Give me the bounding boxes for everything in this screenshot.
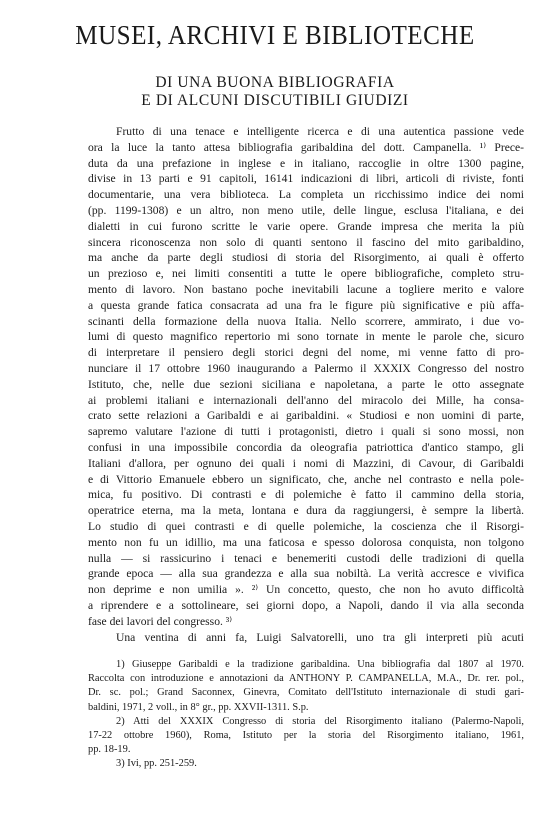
body-line: Frutto di una tenace e intelligente ricerca e di una autentica passione vede bbox=[116, 125, 524, 138]
body-line: di interpretare il pensiero degli storici degni del nome, mi venne fatto di pro- bbox=[88, 346, 524, 360]
body-line: e di Vittorio Emanuele ebbero un significato, che, anche nel contrasto e nella pole- bbox=[88, 472, 524, 486]
body-line: lumi di questo magnifico repertorio mi sono tornate in mente le parole che, sicuro bbox=[88, 330, 524, 344]
footnote-line: 17-22 ottobre 1960), Roma, Istituto per la storia del Risorgimento italiano, 1961, bbox=[88, 729, 524, 741]
body-line: grande epoca — alla sua grandezza e alla sua nobiltà. La verità accresce e vivifica bbox=[88, 567, 524, 581]
body-line: ma anche da parte degli studiosi di storia del Risorgimento, ai quali è offerto bbox=[88, 251, 524, 265]
body-line: operatrice eterna, ma la meta, lontana e dura da raggiungersi, è sempre la libertà. bbox=[88, 504, 524, 518]
footnote-line: 1) Giuseppe Garibaldi e la tradizione garibaldina. Una bibliografia dal 1807 al 1970. bbox=[116, 659, 524, 670]
body-line: non deprime e non umilia ». ²⁾ Un concetto, questo, che non ho avuto difficoltà bbox=[88, 583, 524, 597]
body-line: un prezioso e, nei limiti consentiti a tutte le opere bibliografiche, completo stru- bbox=[88, 267, 524, 281]
body-line: Lo studio di quei contrasti e di quelle polemiche, la coscienza che il Risorgi- bbox=[88, 519, 524, 533]
body-line: ora la luce la tanto attesa bibliografia garibaldina del dott. Campanella. ¹⁾ Prece- bbox=[88, 140, 524, 154]
footnote-line: pp. 18-19. bbox=[88, 744, 131, 756]
body-line: sincera riconoscenza non solo di quanti sentono il fascino del mito garibaldino, bbox=[88, 235, 524, 249]
body-line: nulla — si rassicurino i tenaci e benemeriti custodi delle tradizioni di quella bbox=[88, 551, 524, 565]
body-line: mento non fu un idillio, ma una faticosa e spesso dolorosa conquista, non tolgono bbox=[88, 535, 524, 549]
body-line: crato sette relazioni a Garibaldi e ai garibaldini. « Studiosi e non uomini di parte, bbox=[88, 409, 524, 423]
body-line: divise in 13 parti e 91 capitoli, 16141 indicazioni di libri, articoli di riviste, fonti bbox=[88, 172, 524, 186]
body-line: Una ventina di anni fa, Luigi Salvatorelli, uno tra gli interpreti più acuti bbox=[116, 630, 524, 644]
body-line: mento di lavoro. Non bastano poche inevitabili lacune a togliere merito e valore bbox=[88, 282, 524, 296]
body-line: ai problemi italiani e internazionali dell'anno del miracolo dei Mille, ha consa- bbox=[88, 393, 524, 407]
body-line: duta da una prefazione in inglese e in italiano, raccoglie in oltre 1300 pagine, bbox=[88, 156, 524, 170]
body-line: mica, fu positivo. Di contrasti e di polemiche è fatto il cammino della storia, bbox=[88, 488, 524, 502]
body-line: (pp. 1199-1308) e un altro, non meno utile, delle lingue, esclusa l'italiana, e dei bbox=[88, 203, 524, 217]
footnote-line: 3) Ivi, pp. 251-259. bbox=[116, 758, 197, 770]
article-body bbox=[88, 124, 524, 645]
body-line: Istituto, che, nelle due sezioni siciliana e napoletana, a parte le otto assegnate bbox=[88, 377, 524, 391]
section-title: MUSEI, ARCHIVI E BIBLIOTECHE bbox=[75, 20, 475, 50]
article-title-line-2: E DI ALCUNI DISCUTIBILI GIUDIZI bbox=[141, 92, 409, 109]
body-line: Italiani d'allora, per ognuno dei quali i nomi di Mazzini, di Cavour, di Garibaldi bbox=[88, 456, 524, 470]
footnote-line: Dr. sc. pol.; Grand Saconnex, Ginevra, Comitato dell'Istituto internazionale di studi gari- bbox=[88, 687, 524, 699]
footnote-line: baldini, 1971, 2 voll., in 8° gr., pp. XXVII-1311. S.p. bbox=[88, 701, 309, 713]
body-line: documentarie, una vera biblioteca. La completa un ricchissimo indice dei nomi bbox=[88, 188, 524, 202]
body-line: fase dei lavori del congresso. ³⁾ bbox=[88, 614, 233, 628]
body-line: a riprendere e a sottolineare, sei giorni dopo, a Napoli, dando il via alla seconda bbox=[88, 598, 524, 612]
body-line: scinanti della formazione della nuova Italia. Nello scorrere, ammirato, i due vo- bbox=[88, 314, 524, 328]
body-line: nunciare il 17 ottobre 1960 inaugurando a Palermo il XXXIX Congresso del nostro bbox=[88, 361, 524, 375]
body-line: confusi in una impossibile concordia da oleografia patriottica d'antico stampo, gli bbox=[88, 440, 524, 454]
body-line: sapremo valutare l'azione di tutti i protagonisti, dietro i quali si sono mossi, non bbox=[88, 425, 524, 439]
footnotes bbox=[88, 658, 524, 772]
footnote-line: 2) Atti del XXXIX Congresso di storia del Risorgimento italiano (Palermo-Napoli, bbox=[116, 715, 524, 727]
article-title-line-1: DI UNA BUONA BIBLIOGRAFIA bbox=[155, 74, 395, 91]
footnote-line: Raccolta con introduzione e annotazioni da ANTHONY P. CAMPANELLA, M.A., Dr. rer. pol., bbox=[88, 673, 524, 685]
body-line: a questa grande fatica consacrata ad una fra le figure più significative e più affa- bbox=[88, 298, 524, 312]
body-line: dialetti in cui furono scritte le varie opere. Grande impresa che merita la più bbox=[88, 219, 524, 233]
